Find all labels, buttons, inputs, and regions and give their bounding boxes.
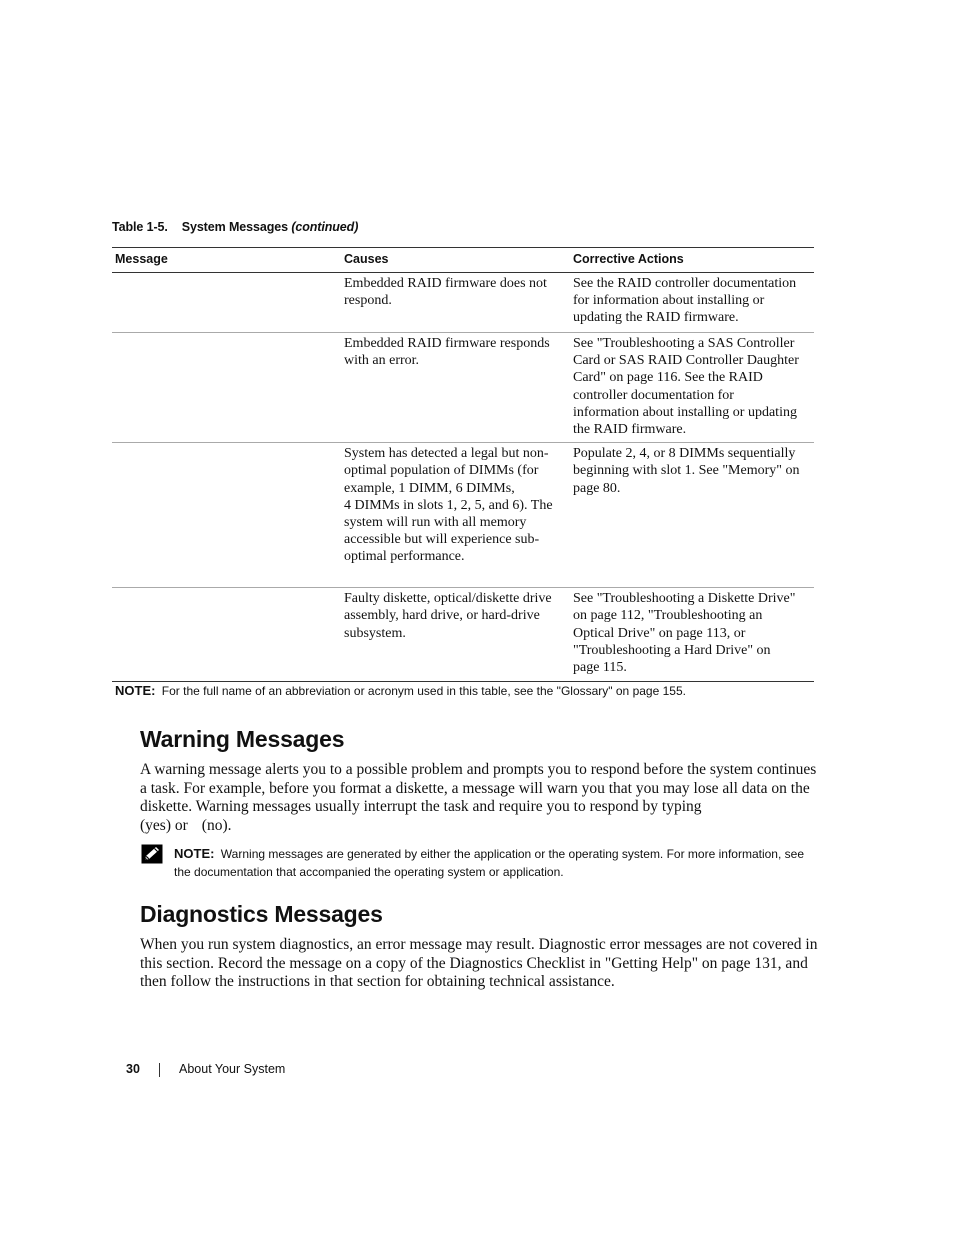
table-row: [112, 333, 814, 443]
table-row: [112, 588, 814, 682]
warning-para-text: A warning message alerts you to a possible problem and prompts you to respond before the system continues a task. For example, before you format a diskette, a message will warn you that you may lose all data on the diskette. Warning messages usually interrupt the task and require you to respond by typing: [140, 761, 817, 816]
action-cell: See "Troubleshooting a Diskette Drive" on page 112, "Troubleshooting an Optical Drive" on page 113, or "Troubleshooting a Hard Drive" on page 115.: [570, 588, 814, 682]
message-cell: [112, 333, 341, 443]
table-header-row: [112, 248, 814, 273]
cause-cell: Embedded RAID firmware responds with an error.: [341, 333, 570, 443]
table-note-text: For the full name of an abbreviation or acronym used in this table, see the "Glossary" on page 155.: [161, 684, 686, 698]
table-note-label: NOTE:: [115, 683, 156, 698]
footer-divider: [159, 1063, 160, 1077]
page-number: 30: [126, 1062, 140, 1076]
cause-cell: Faulty diskette, optical/diskette drive assembly, hard drive, or hard-drive subsystem.: [341, 588, 570, 682]
message-cell: [112, 443, 341, 588]
action-cell: See the RAID controller documentation for information about installing or updating the RAID firmware.: [570, 273, 814, 333]
table-caption-suffix: (continued): [291, 220, 359, 234]
action-cell: See "Troubleshooting a SAS Controller Card or SAS RAID Controller Daughter Card" on page 116. See the RAID controller documentation for information about installing or updating the RAID firmware.: [570, 333, 814, 443]
header-corrective-actions: Corrective Actions: [570, 248, 814, 273]
table-row: [112, 443, 814, 588]
table-caption-title: System Messages: [181, 220, 288, 234]
table-caption-label: Table 1-5.: [112, 220, 168, 234]
header-message: Message: [112, 248, 341, 273]
yes-response-text: (yes) or: [140, 816, 188, 834]
message-cell: [112, 273, 341, 333]
warning-note-text: Warning messages are generated by either the application or the operating system. For more information, see the documentation that accompanied the operating system or application.: [174, 847, 804, 879]
table-row: [112, 273, 814, 333]
diagnostics-messages-paragraph: When you run system diagnostics, an error message may result. Diagnostic error messages are not covered in this section. Record the message on a copy of the Diagnostics Checklist in "Getting Help" on page 131, and then follow the instructions in that section for obtaining technical assistance.: [140, 936, 818, 991]
message-cell: [112, 588, 341, 682]
warning-messages-heading: Warning Messages: [140, 726, 345, 752]
no-response-text: (no).: [201, 816, 232, 834]
cause-cell: System has detected a legal but non- optimal population of DIMMs (for example, 1 DIMM, 6 DIMMs, 4 DIMMs in slots 1, 2, 5, and 6). The system will run with all memory accessible but will experience sub- optimal performance.: [341, 443, 570, 588]
warning-note: [174, 845, 814, 881]
table-caption: [112, 220, 358, 234]
diagnostics-messages-heading: Diagnostics Messages: [140, 901, 383, 927]
pencil-note-icon: [141, 844, 163, 864]
header-causes: Causes: [341, 248, 570, 273]
warning-note-label: NOTE:: [174, 846, 215, 861]
system-messages-table: [112, 247, 814, 682]
warning-messages-paragraph: [140, 761, 820, 835]
table-note: [115, 683, 686, 698]
action-cell: Populate 2, 4, or 8 DIMMs sequentially beginning with slot 1. See "Memory" on page 80.: [570, 443, 814, 588]
cause-cell: Embedded RAID firmware does not respond.: [341, 273, 570, 333]
footer-section-title: About Your System: [179, 1062, 286, 1076]
